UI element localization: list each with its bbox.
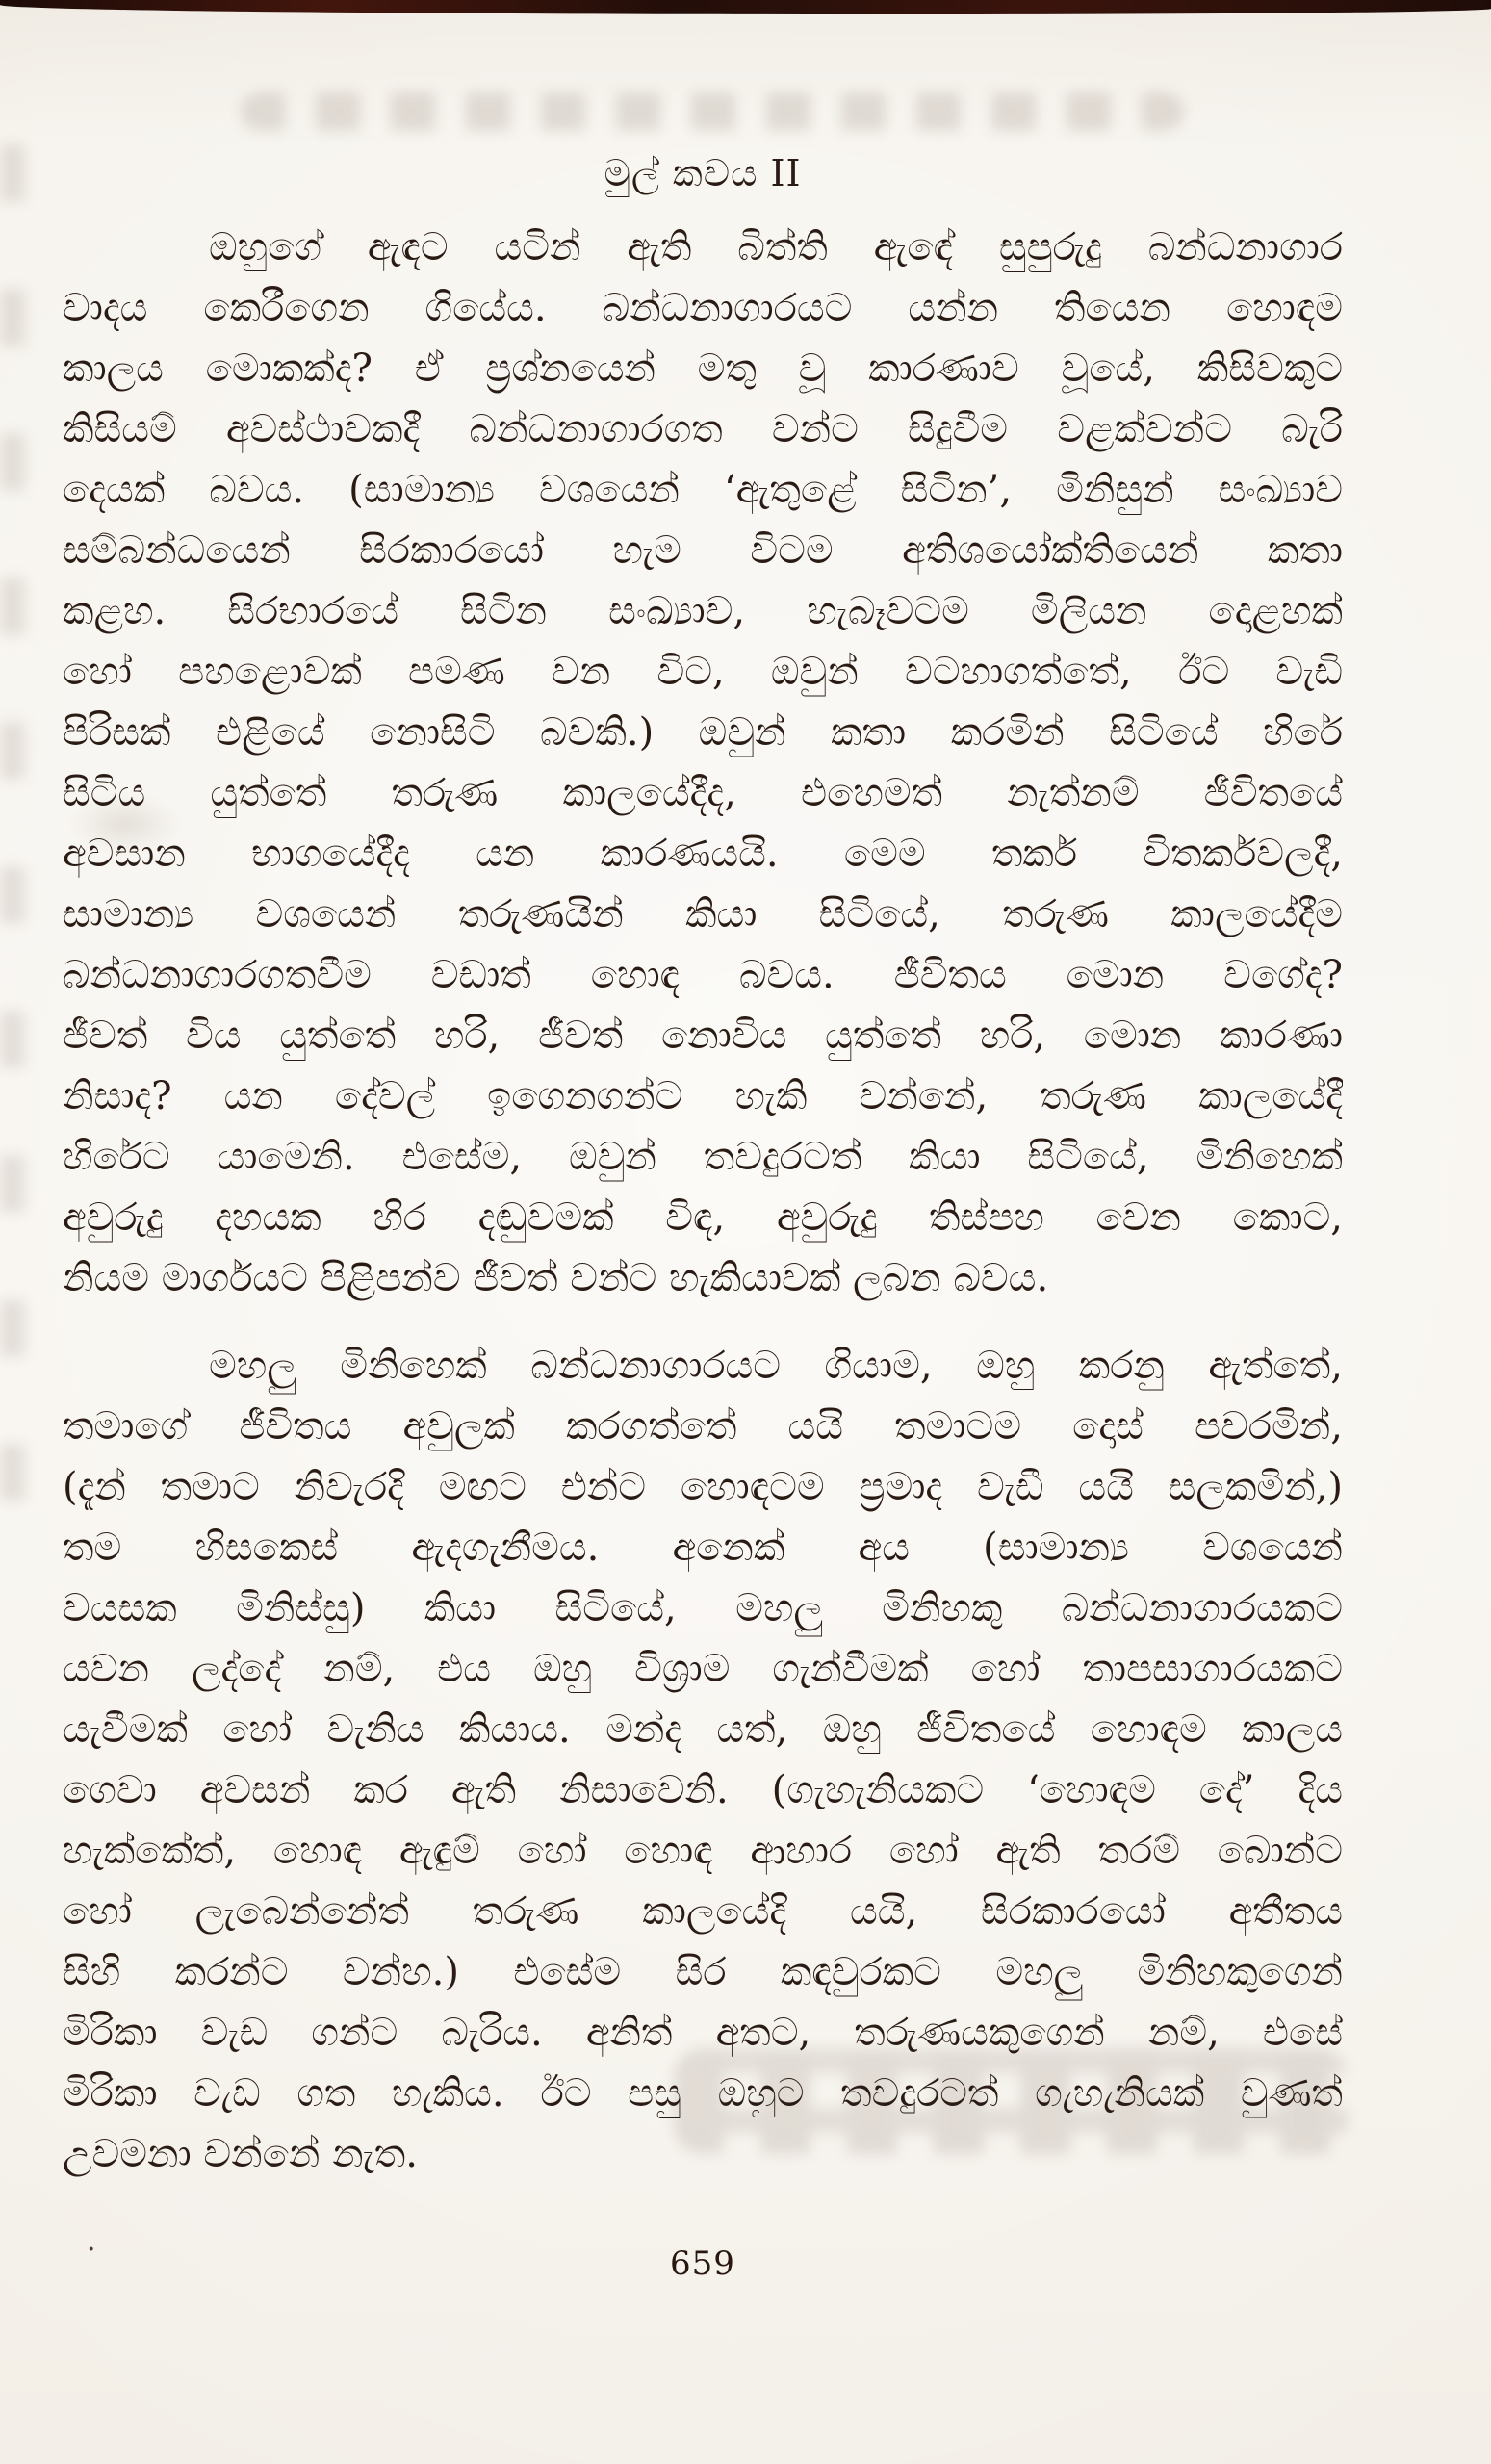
text-line: හෝ ලැබෙන්නේත් තරුණ කාලයේදි යයි, සිරකාරයෝ අතීතය (63, 1889, 1343, 1934)
text-line: ගෙවා අවසන් කර ඇති නිසාවෙනි. (ගැහැනියකට ‘හොඳම දේ’ දිය (63, 1768, 1343, 1812)
bleed-through-artifact (241, 92, 1184, 131)
book-spine-edge (0, 0, 1491, 14)
text-line: තම හිසකෙස් ඇදගැනීමය. අනෙක් අය (සාමාන්‍ය වශයෙන් (63, 1526, 1343, 1570)
text-line: සාමාන්‍ය වශයෙන් තරුණයින් කියා සිටියේ, තරුණ කාලයේදීම (63, 892, 1343, 937)
text-line: ඔහුගේ ඇඳට යටින් ඇති බිත්ති ඇඳේ සුපුරුදු බන්ධනාගාර (209, 225, 1343, 270)
text-line: කිසියම් අවස්ථාවකදී බන්ධනාගාරගත වන්ට සිදුවීම වළක්වන්ට බැරි (63, 407, 1343, 451)
text-line: හෝ පහළොවක් පමණ වන විට, ඔවුන් වටහාගත්තේ, ඊට වැඩි (63, 650, 1343, 694)
text-line: වයසක මිනිස්සු) කියා සිටියේ, මහලු මිනිහකු බන්ධනාගාරයකට (63, 1586, 1343, 1630)
text-line: නියම මාර්ගයට පිළිපන්ව ජීවත් වන්ට හැකියාවක් ලබන බවය. (63, 1256, 1049, 1300)
text-line: (දැන් තමාට නිවැරදි මඟට එන්ට හොඳටම ප්‍රමාද වැඩී යයි සලකමින්,) (63, 1465, 1343, 1509)
text-line: කළහ. සිරභාරයේ සිටින සංඛ්‍යාව, හැබෑවටම මිලියන දොළහක් (63, 589, 1343, 633)
page-number: 659 (670, 2245, 735, 2283)
text-line: මිරිකා වැඩ ගත හැකිය. ඊට පසු ඔහුට තවදුරටත් ගැහැනියක් වුණත් (63, 2071, 1343, 2116)
text-line: යැවීමක් හෝ වැනිය කියාය. මන්ද යත්, ඔහු ජීවිතයේ හොඳම කාලය (63, 1707, 1343, 1752)
text-line: පිරිසක් එළියේ නොසිටි බවකි.) ඔවුන් කතා කරමින් සිටියේ හිරේ (63, 710, 1343, 755)
text-line: අවුරුදු දහයක හිර දඬුවමක් විඳ, අවුරුදු තිස්පහ වෙන කොට, (63, 1195, 1343, 1240)
text-line: නිසාද? යන දේවල් ඉගෙනගන්ට හැකි වන්නේ, තරුණ කාලයේදී (63, 1074, 1343, 1118)
paragraph (63, 218, 1343, 1309)
text-line: හැක්කේත්, හොඳ ඇඳුම් හෝ හොඳ ආහාර හෝ ඇති තරම් බොන්ට (63, 1829, 1343, 1873)
text-line: අවසාන භාගයේදීද යන කාරණයයි. මෙම තර්ක විතර්කවලදී, (63, 832, 1343, 876)
text-line: උවමනා වන්නේ නැත. (63, 2132, 418, 2176)
text-line: බන්ධනාගාරගතවීම වඩාත් හොඳ බවය. ජීවිතය මොන වගේද? (63, 953, 1343, 997)
text-line: මිරිකා වැඩ ගන්ට බැරිය. අනිත් අතට, තරුණයකුගෙන් නම්, එසේ (63, 2011, 1343, 2055)
text-line: ජීවත් විය යුත්තේ හරි, ජීවත් නොවිය යුත්තේ හරි, මොන කාරණා (63, 1014, 1343, 1058)
paragraph (63, 1336, 1343, 2185)
stray-ink-mark: · (87, 2233, 96, 2267)
chapter-heading: මුල් කවය II (604, 152, 802, 194)
text-line: සිටිය යුත්තේ තරුණ කාලයේදීද, එහෙමත් නැත්නම් ජීවිතයේ (63, 771, 1343, 815)
text-line: වාදය කෙරීගෙන ගියේය. බන්ධනාගාරයට යන්න තියෙන හොඳම (63, 286, 1343, 330)
text-line: මහලු මිනිහෙක් බන්ධනාගාරයට ගියාම, ඔහු කරනු ඇත්තේ, (209, 1344, 1343, 1388)
text-line: දෙයක් බවය. (සාමාන්‍ය වශයෙන් ‘ඇතුළේ සිටින’, මිනිසුන් සංඛ්‍යාව (63, 468, 1343, 512)
text-line: සම්බන්ධයෙන් සිරකාරයෝ හැම විටම අතිශයෝක්තියෙන් කතා (63, 528, 1343, 573)
bleed-through-artifact (0, 144, 25, 1588)
text-line: කාලය මොකක්ද? ඒ ප්‍රශ්නයෙන් මතු වූ කාරණාව වූයේ, කිසිවකුට (63, 346, 1343, 391)
text-line: හිරේට යාමෙනි. එසේම, ඔවුන් තවදුරටත් කියා සිටියේ, මිනිහෙක් (63, 1135, 1343, 1179)
text-line: තමාගේ ජීවිතය අවුලක් කරගත්තේ යයි තමාටම දොස් පවරමින්, (63, 1404, 1343, 1449)
text-line: සිහි කරන්ට වන්හ.) එසේම සිර කඳවුරකට මහලු මිනිහකුගෙන් (63, 1950, 1343, 1994)
text-line: යවන ලද්දේ නම්, එය ඔහු විශ්‍රාම ගැන්වීමක් හෝ තාපසාගාරයකට (63, 1647, 1343, 1691)
body-text (63, 218, 1343, 2185)
